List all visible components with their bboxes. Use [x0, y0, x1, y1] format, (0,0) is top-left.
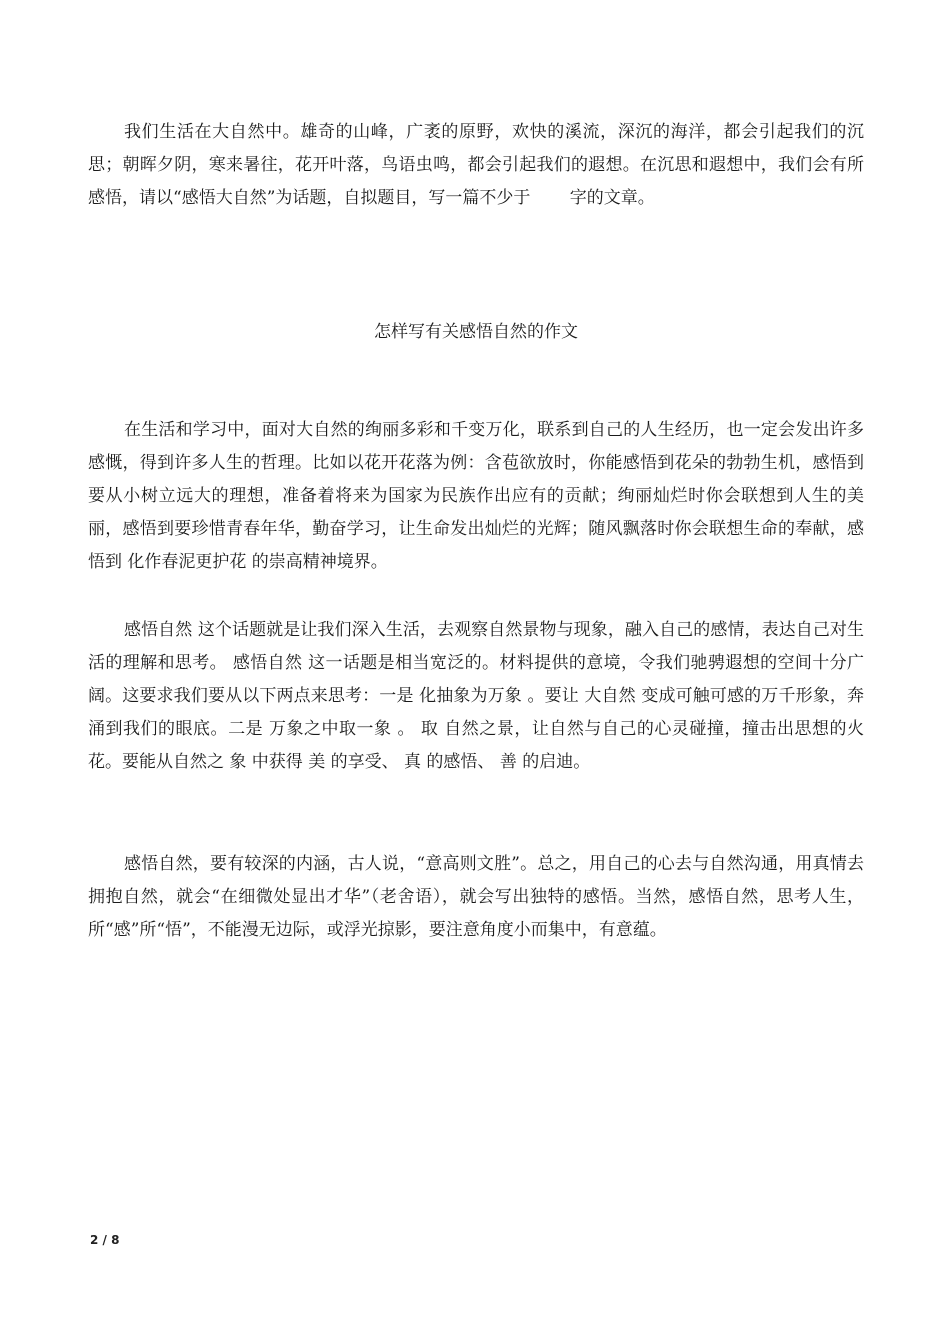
article-heading: 怎样写有关感悟自然的作文 — [374, 322, 578, 342]
page-number: 2 / 8 — [90, 1233, 120, 1247]
body-paragraph: 感悟自然 这个话题就是让我们深入生活，去观察自然景物与现象，融入自己的感情，表达自己对生活的理解和思考。 感悟自然 这一话题是相当宽泛的。材料提供的意境，令我们驰骋遐想的空间十分广阔。这要求我们要从以下两点来思考：一是 化抽象为万象 。要让 大自然 变成可触可感的万千形象，奔涌到我们的眼底。二是 万象之中取一象 。 取 自然之景，让自然与自己的心灵碰撞，撞击出思想的火花。要能从自然之 象 中获得 美 的享受、 真 的感悟、 善 的启迪。 — [88, 620, 864, 772]
body-paragraph: 在生活和学习中，面对大自然的绚丽多彩和千变万化，联系到自己的人生经历，也一定会发出许多感慨，得到许多人生的哲理。比如以花开花落为例：含苞欲放时，你能感悟到花朵的勃勃生机，感悟到要从小树立远大的理想，准备着将来为国家为民族作出应有的贡献；绚丽灿烂时你会联想到人生的美丽，感悟到要珍惜青春年华，勤奋学习，让生命发出灿烂的光辉；随风飘落时你会联想生命的奉献，感悟到 化作春泥更护花 的崇高精神境界。 — [88, 420, 864, 572]
prompt-paragraph: 我们生活在大自然中。雄奇的山峰，广袤的原野，欢快的溪流，深沉的海洋，都会引起我们的沉思；朝晖夕阴，寒来暑往，花开叶落，鸟语虫鸣，都会引起我们的遐想。在沉思和遐想中，我们会有所感悟，请以“感悟大自然”为话题，自拟题目，写一篇不少于 字的文章。 — [88, 122, 864, 208]
body-paragraph: 感悟自然，要有较深的内涵，古人说，“意高则文胜”。总之，用自己的心去与自然沟通，用真情去拥抱自然，就会“在细微处显出才华”（老舍语），就会写出独特的感悟。当然，感悟自然，思考人生，所“感”所“悟”，不能漫无边际，或浮光掠影，要注意角度小而集中，有意蕴。 — [88, 854, 864, 940]
